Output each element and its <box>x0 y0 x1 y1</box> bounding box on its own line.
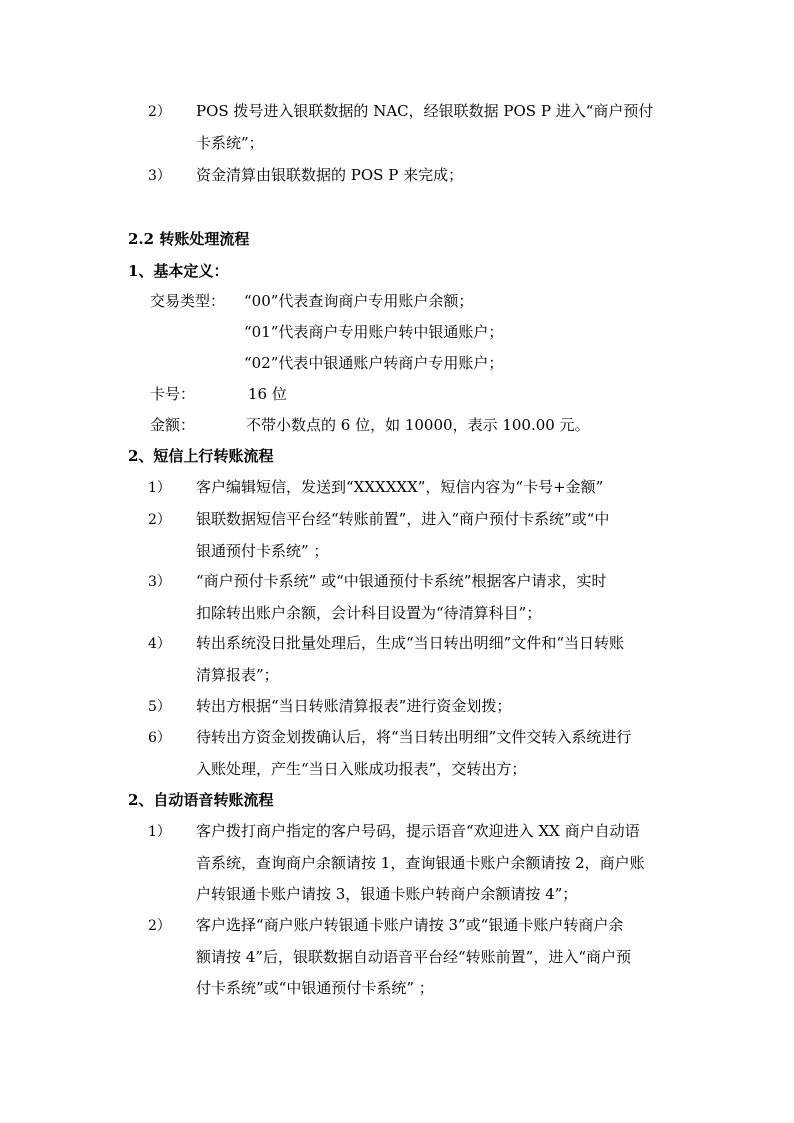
list-item-line: 卡系统”； <box>196 134 264 152</box>
list-number: 1） <box>148 480 171 496</box>
list-item-line: 客户选择“商户账户转银通卡账户请按 3”或“银通卡账户转商户余 <box>196 916 624 934</box>
list-item-line: 客户拨打商户指定的客户号码，提示语音“欢迎进入 XX 商户自动语 <box>196 822 640 840</box>
definition-value: 16 位 <box>248 385 287 403</box>
list-item-line: 付卡系统”或“中银通预付卡系统” ； <box>196 979 434 997</box>
list-number: 3） <box>148 168 171 184</box>
list-item-line: 额请按 4”后，银联数据自动语音平台经“转账前置”，进入“商户预 <box>196 948 631 966</box>
subsection-title: 2、自动语音转账流程 <box>128 791 274 809</box>
list-item-line: 客户编辑短信，发送到“XXXXXX”，短信内容为“卡号+金额” <box>196 478 604 496</box>
list-number: 6） <box>148 730 171 746</box>
list-number: 3） <box>148 574 171 590</box>
list-item-line: 清算报表”； <box>196 666 279 684</box>
subsection-title: 1、基本定义： <box>128 262 229 280</box>
list-number: 1） <box>148 824 171 840</box>
definition-value: “02”代表中银通账户转商户专用账户； <box>244 354 504 372</box>
subsection-title: 2、短信上行转账流程 <box>128 447 274 465</box>
definition-label: 交易类型： <box>150 292 226 310</box>
definition-label: 金额： <box>150 416 196 434</box>
definition-value: “01”代表商户专用账户转中银通账户； <box>244 323 504 341</box>
definition-value: 不带小数点的 6 位，如 10000，表示 100.00 元。 <box>246 416 590 434</box>
list-item-line: 资金清算由银联数据的 POS P 来完成； <box>196 166 464 184</box>
list-item-line: 扣除转出账户余额，会计科目设置为“待清算科目”； <box>196 604 542 622</box>
list-item-line: 待转出方资金划拨确认后，将“当日转出明细”文件交转入系统进行 <box>196 728 632 746</box>
list-number: 4） <box>148 636 171 652</box>
list-number: 2） <box>148 104 171 120</box>
list-item-line: 转出方根据“当日转账清算报表”进行资金划拨； <box>196 697 512 715</box>
list-number: 2） <box>148 918 171 934</box>
list-item-line: “商户预付卡系统” 或“中银通预付卡系统”根据客户请求，实时 <box>196 572 607 590</box>
list-item-line: 入账处理，产生“当日入账成功报表”，交转出方； <box>196 760 527 778</box>
section-title: 2.2 转账处理流程 <box>128 230 250 248</box>
list-item-line: 银通预付卡系统” ； <box>196 542 329 560</box>
list-number: 5） <box>148 699 171 715</box>
list-item-line: 户转银通卡账户请按 3，银通卡账户转商户余额请按 4”； <box>196 885 578 903</box>
list-item-line: POS 拨号进入银联数据的 NAC，经银联数据 POS P 进入“商户预付 <box>196 102 654 120</box>
definition-value: “00”代表查询商户专用账户余额； <box>244 292 474 310</box>
list-item-line: 银联数据短信平台经“转账前置”，进入“商户预付卡系统”或“中 <box>196 510 610 528</box>
definition-label: 卡号： <box>150 385 196 403</box>
list-item-line: 音系统，查询商户余额请按 1，查询银通卡账户余额请按 2，商户账 <box>196 854 645 872</box>
list-number: 2） <box>148 512 171 528</box>
list-item-line: 转出系统没日批量处理后，生成“当日转出明细”文件和“当日转账 <box>196 634 625 652</box>
